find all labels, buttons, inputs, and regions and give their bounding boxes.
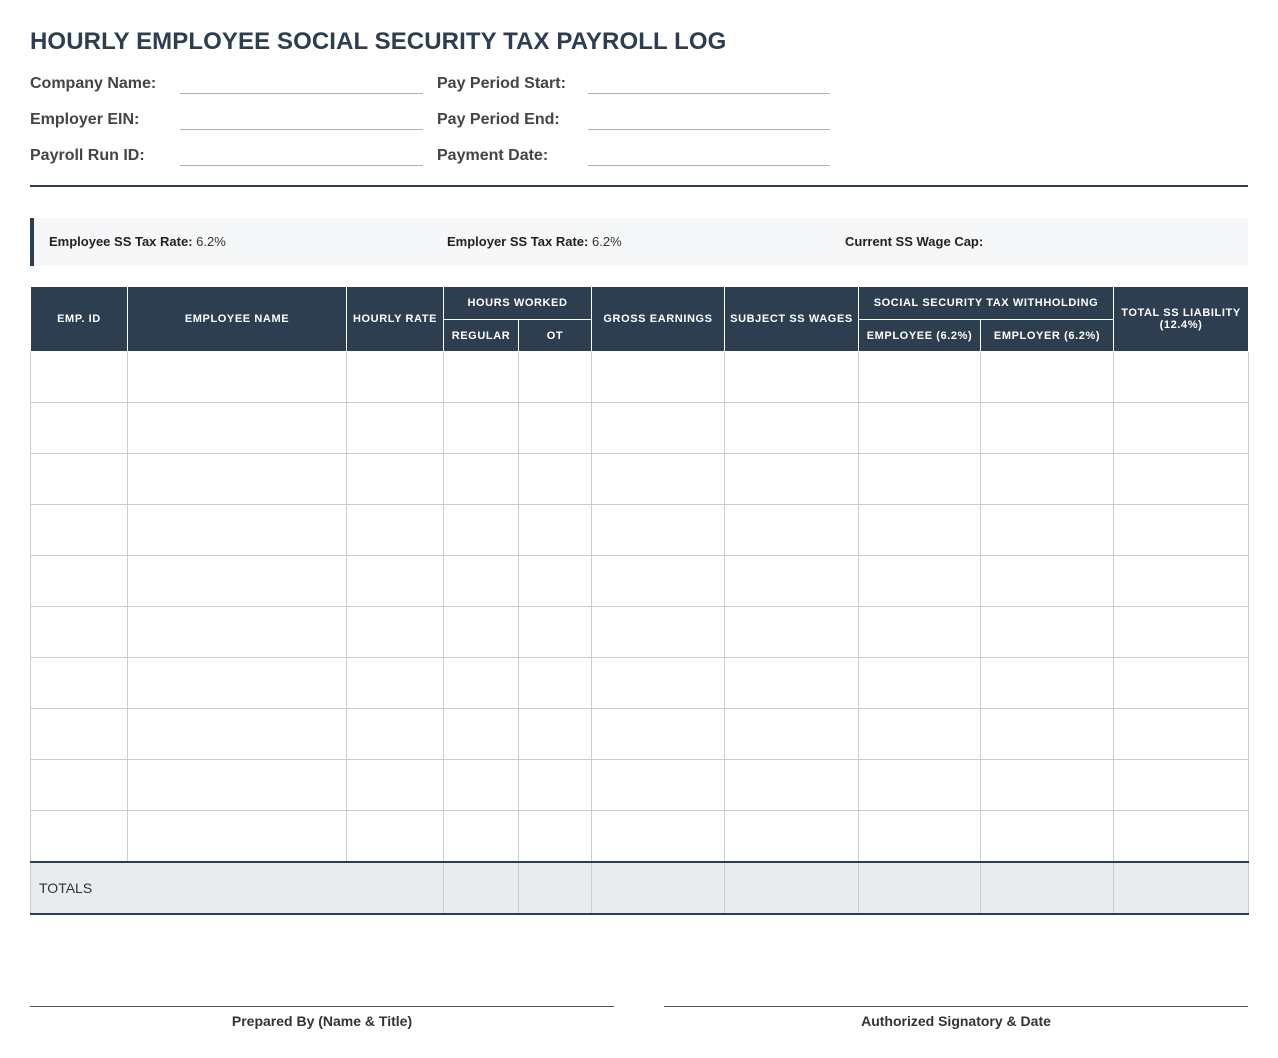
cell-subject-ss-wages[interactable] bbox=[725, 454, 859, 505]
cell-regular-hours[interactable] bbox=[444, 709, 519, 760]
cell-subject-ss-wages[interactable] bbox=[725, 658, 859, 709]
cell-employer-share[interactable] bbox=[981, 811, 1114, 863]
table-body bbox=[31, 352, 1249, 863]
cell-employee-share[interactable] bbox=[859, 556, 981, 607]
cell-subject-ss-wages[interactable] bbox=[725, 811, 859, 863]
col-ot: OT bbox=[519, 320, 592, 352]
payment-date-field[interactable] bbox=[588, 165, 830, 166]
col-emp-id: EMP. ID bbox=[31, 287, 128, 352]
cell-subject-ss-wages[interactable] bbox=[725, 709, 859, 760]
cell-employee-name[interactable] bbox=[128, 607, 347, 658]
table-row bbox=[31, 811, 1249, 863]
cell-total-ss-liability[interactable] bbox=[1114, 454, 1249, 505]
cell-emp-id[interactable] bbox=[31, 658, 128, 709]
cell-gross-earnings[interactable] bbox=[592, 607, 725, 658]
employee-rate bbox=[49, 234, 226, 249]
cell-gross-earnings[interactable] bbox=[592, 352, 725, 403]
cell-gross-earnings[interactable] bbox=[592, 811, 725, 863]
cell-hourly-rate[interactable] bbox=[347, 709, 444, 760]
cell-employer-share[interactable] bbox=[981, 709, 1114, 760]
payroll-run-id-label: Payroll Run ID: bbox=[30, 147, 145, 164]
cell-ot-hours[interactable] bbox=[519, 811, 592, 863]
col-employee-share: EMPLOYEE (6.2%) bbox=[859, 320, 981, 352]
col-employee-name: EMPLOYEE NAME bbox=[128, 287, 347, 352]
cell-total-ss-liability[interactable] bbox=[1114, 607, 1249, 658]
cell-ot-hours[interactable] bbox=[519, 607, 592, 658]
cell-employer-share[interactable] bbox=[981, 658, 1114, 709]
cell-subject-ss-wages[interactable] bbox=[725, 607, 859, 658]
cell-employee-share[interactable] bbox=[859, 352, 981, 403]
cell-ot-hours[interactable] bbox=[519, 352, 592, 403]
cell-regular-hours[interactable] bbox=[444, 760, 519, 811]
cell-hourly-rate[interactable] bbox=[347, 352, 444, 403]
cell-regular-hours[interactable] bbox=[444, 556, 519, 607]
cell-regular-hours[interactable] bbox=[444, 505, 519, 556]
cell-regular-hours[interactable] bbox=[444, 658, 519, 709]
cell-employee-name[interactable] bbox=[128, 760, 347, 811]
authorized-signatory-label: Authorized Signatory & Date bbox=[861, 1013, 1051, 1029]
prepared-by-label: Prepared By (Name & Title) bbox=[231, 1013, 413, 1029]
table-row bbox=[31, 454, 1249, 505]
company-name-field[interactable] bbox=[180, 93, 423, 94]
cell-ot-hours[interactable] bbox=[519, 556, 592, 607]
totals-label: TOTALS bbox=[31, 862, 444, 914]
cell-gross-earnings[interactable] bbox=[592, 658, 725, 709]
cell-employer-share[interactable] bbox=[981, 403, 1114, 454]
totals-regular[interactable] bbox=[444, 862, 519, 914]
cell-employee-share[interactable] bbox=[859, 811, 981, 863]
employee-rate-label: Employee SS Tax Rate: bbox=[49, 234, 193, 249]
col-total-ss-liability: TOTAL SS LIABILITY (12.4%) bbox=[1114, 287, 1249, 352]
employer-ein-field[interactable] bbox=[180, 129, 423, 130]
cell-emp-id[interactable] bbox=[31, 352, 128, 403]
cell-employee-share[interactable] bbox=[859, 454, 981, 505]
employee-rate-value: 6.2% bbox=[196, 234, 226, 249]
rates-bar bbox=[30, 218, 1248, 266]
cell-employee-name[interactable] bbox=[128, 352, 347, 403]
col-hourly-rate: HOURLY RATE bbox=[347, 287, 444, 352]
col-ss-withholding: SOCIAL SECURITY TAX WITHHOLDING bbox=[859, 287, 1114, 320]
table-row bbox=[31, 352, 1249, 403]
cell-ot-hours[interactable] bbox=[519, 403, 592, 454]
cell-regular-hours[interactable] bbox=[444, 607, 519, 658]
totals-employee-share[interactable] bbox=[859, 862, 981, 914]
page-title: HOURLY EMPLOYEE SOCIAL SECURITY TAX PAYROLL LOG bbox=[30, 28, 727, 55]
pay-period-start-label: Pay Period Start: bbox=[437, 75, 566, 92]
header-divider bbox=[30, 185, 1248, 187]
cell-total-ss-liability[interactable] bbox=[1114, 505, 1249, 556]
table-row bbox=[31, 403, 1249, 454]
cell-employee-share[interactable] bbox=[859, 760, 981, 811]
cell-total-ss-liability[interactable] bbox=[1114, 811, 1249, 863]
totals-subject-ss-wages[interactable] bbox=[725, 862, 859, 914]
cell-emp-id[interactable] bbox=[31, 811, 128, 863]
totals-total-ss-liability[interactable] bbox=[1114, 862, 1249, 914]
col-employer-share: EMPLOYER (6.2%) bbox=[981, 320, 1114, 352]
cell-gross-earnings[interactable] bbox=[592, 454, 725, 505]
company-name-label: Company Name: bbox=[30, 75, 157, 92]
cell-employee-share[interactable] bbox=[859, 658, 981, 709]
payroll-run-id-field[interactable] bbox=[180, 165, 423, 166]
cell-ot-hours[interactable] bbox=[519, 658, 592, 709]
cell-employer-share[interactable] bbox=[981, 556, 1114, 607]
cell-hourly-rate[interactable] bbox=[347, 556, 444, 607]
cell-subject-ss-wages[interactable] bbox=[725, 556, 859, 607]
employer-ein-label: Employer EIN: bbox=[30, 111, 140, 128]
cell-emp-id[interactable] bbox=[31, 403, 128, 454]
pay-period-end-label: Pay Period End: bbox=[437, 111, 560, 128]
col-regular: REGULAR bbox=[444, 320, 519, 352]
pay-period-end-field[interactable] bbox=[588, 129, 830, 130]
cell-total-ss-liability[interactable] bbox=[1114, 352, 1249, 403]
pay-period-start-field[interactable] bbox=[588, 93, 830, 94]
totals-employer-share[interactable] bbox=[981, 862, 1114, 914]
employer-rate-value: 6.2% bbox=[592, 234, 622, 249]
table-row bbox=[31, 709, 1249, 760]
table-row bbox=[31, 658, 1249, 709]
cell-hourly-rate[interactable] bbox=[347, 403, 444, 454]
cell-emp-id[interactable] bbox=[31, 760, 128, 811]
cell-ot-hours[interactable] bbox=[519, 454, 592, 505]
cell-gross-earnings[interactable] bbox=[592, 505, 725, 556]
cell-hourly-rate[interactable] bbox=[347, 760, 444, 811]
cell-emp-id[interactable] bbox=[31, 505, 128, 556]
table-row bbox=[31, 607, 1249, 658]
employer-rate-label: Employer SS Tax Rate: bbox=[447, 234, 589, 249]
cell-hourly-rate[interactable] bbox=[347, 505, 444, 556]
col-gross-earnings: GROSS EARNINGS bbox=[592, 287, 725, 352]
cell-employee-share[interactable] bbox=[859, 403, 981, 454]
table-row bbox=[31, 556, 1249, 607]
authorized-signatory-line[interactable] bbox=[664, 1006, 1248, 1007]
cell-subject-ss-wages[interactable] bbox=[725, 352, 859, 403]
wage-cap bbox=[845, 234, 983, 249]
cell-employee-name[interactable] bbox=[128, 505, 347, 556]
cell-employee-share[interactable] bbox=[859, 607, 981, 658]
totals-gross-earnings[interactable] bbox=[592, 862, 725, 914]
cell-hourly-rate[interactable] bbox=[347, 658, 444, 709]
cell-gross-earnings[interactable] bbox=[592, 403, 725, 454]
cell-employee-name[interactable] bbox=[128, 403, 347, 454]
cell-emp-id[interactable] bbox=[31, 709, 128, 760]
cell-hourly-rate[interactable] bbox=[347, 454, 444, 505]
cell-gross-earnings[interactable] bbox=[592, 709, 725, 760]
cell-total-ss-liability[interactable] bbox=[1114, 403, 1249, 454]
cell-employee-share[interactable] bbox=[859, 709, 981, 760]
payroll-log-table bbox=[30, 286, 1249, 915]
cell-regular-hours[interactable] bbox=[444, 352, 519, 403]
cell-employer-share[interactable] bbox=[981, 352, 1114, 403]
cell-hourly-rate[interactable] bbox=[347, 607, 444, 658]
cell-total-ss-liability[interactable] bbox=[1114, 556, 1249, 607]
cell-total-ss-liability[interactable] bbox=[1114, 709, 1249, 760]
cell-gross-earnings[interactable] bbox=[592, 556, 725, 607]
cell-employer-share[interactable] bbox=[981, 607, 1114, 658]
cell-ot-hours[interactable] bbox=[519, 505, 592, 556]
cell-subject-ss-wages[interactable] bbox=[725, 760, 859, 811]
totals-row bbox=[31, 862, 1249, 914]
cell-employer-share[interactable] bbox=[981, 454, 1114, 505]
col-hours-worked: HOURS WORKED bbox=[444, 287, 592, 320]
cell-regular-hours[interactable] bbox=[444, 454, 519, 505]
cell-employee-name[interactable] bbox=[128, 454, 347, 505]
cell-total-ss-liability[interactable] bbox=[1114, 658, 1249, 709]
cell-subject-ss-wages[interactable] bbox=[725, 403, 859, 454]
cell-emp-id[interactable] bbox=[31, 607, 128, 658]
cell-ot-hours[interactable] bbox=[519, 760, 592, 811]
cell-employee-name[interactable] bbox=[128, 658, 347, 709]
cell-subject-ss-wages[interactable] bbox=[725, 505, 859, 556]
prepared-by-line[interactable] bbox=[30, 1006, 614, 1007]
payment-date-label: Payment Date: bbox=[437, 147, 549, 164]
cell-employee-name[interactable] bbox=[128, 811, 347, 863]
cell-emp-id[interactable] bbox=[31, 556, 128, 607]
cell-employer-share[interactable] bbox=[981, 760, 1114, 811]
cell-employee-name[interactable] bbox=[128, 709, 347, 760]
cell-regular-hours[interactable] bbox=[444, 403, 519, 454]
cell-employee-share[interactable] bbox=[859, 505, 981, 556]
cell-employer-share[interactable] bbox=[981, 505, 1114, 556]
cell-total-ss-liability[interactable] bbox=[1114, 760, 1249, 811]
wage-cap-label: Current SS Wage Cap: bbox=[845, 234, 984, 249]
cell-ot-hours[interactable] bbox=[519, 709, 592, 760]
table-row bbox=[31, 505, 1249, 556]
cell-hourly-rate[interactable] bbox=[347, 811, 444, 863]
cell-employee-name[interactable] bbox=[128, 556, 347, 607]
cell-emp-id[interactable] bbox=[31, 454, 128, 505]
cell-gross-earnings[interactable] bbox=[592, 760, 725, 811]
table-row bbox=[31, 760, 1249, 811]
totals-ot[interactable] bbox=[519, 862, 592, 914]
col-subject-ss-wages: SUBJECT SS WAGES bbox=[725, 287, 859, 352]
employer-rate bbox=[447, 234, 622, 249]
cell-regular-hours[interactable] bbox=[444, 811, 519, 863]
